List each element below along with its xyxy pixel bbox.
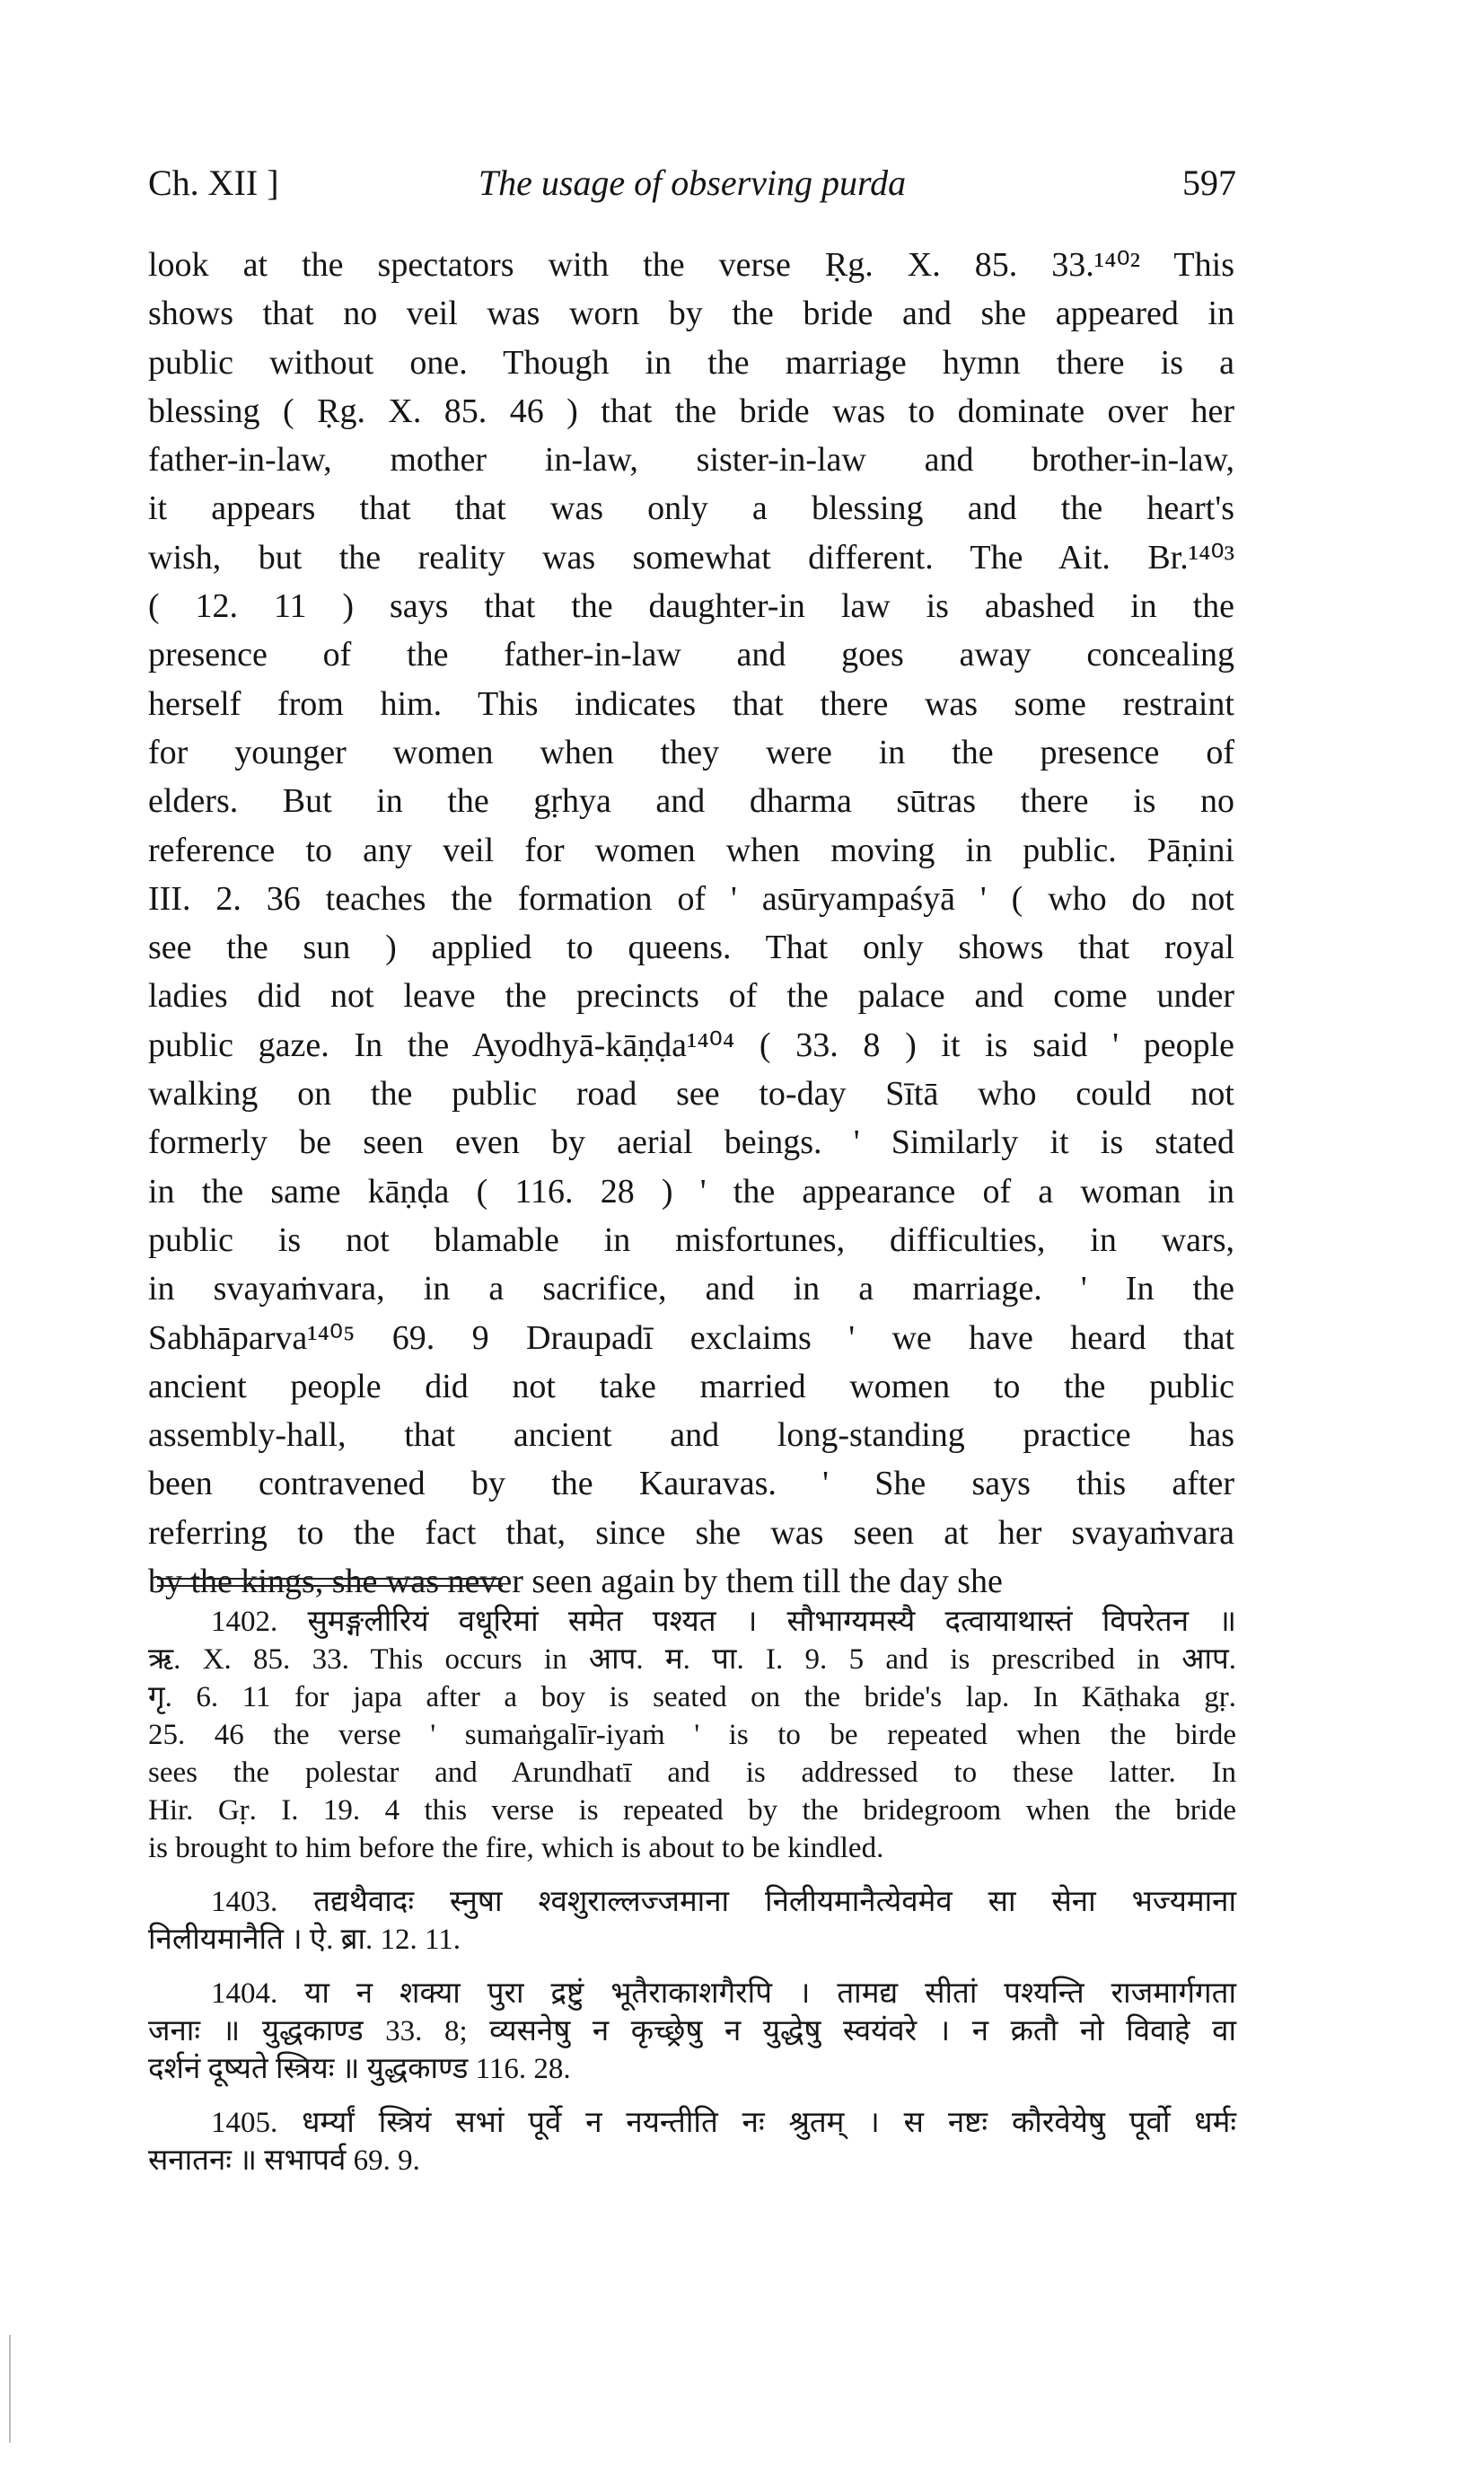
page-number: 597 — [1182, 163, 1236, 203]
text-line: father-in-law, mother in-law, sister-in-law and brother-in-law, — [148, 441, 1234, 480]
footnote-separator — [157, 1578, 503, 1580]
text-line: public without one. Though in the marriage hymn there is a — [148, 343, 1234, 382]
footnote-line: is brought to him before the fire, which is about to be kindled. — [148, 1832, 884, 1864]
main-text — [148, 241, 1234, 1606]
text-line: in svayaṁvara, in a sacrifice, and in a marriage. ' In the — [148, 1270, 1234, 1308]
footnote-line: ऋ. X. 85. 33. This occurs in आप. म. पा. I. 9. 5 and is prescribed in आप. — [148, 1643, 1236, 1676]
text-line: presence of the father-in-law and goes away concealing — [148, 636, 1234, 674]
text-line: reference to any veil for women when moving in public. Pāṇini — [148, 831, 1234, 869]
footnote-line: sees the polestar and Arundhatī and is addressed to these latter. In — [148, 1757, 1236, 1789]
footnote-line: 25. 46 the verse ' sumaṅgalīr-iyaṁ ' is to be repeated when the birde — [148, 1719, 1236, 1751]
text-line: it appears that that was only a blessing and the heart's — [148, 489, 1234, 528]
text-line: look at the spectators with the verse Ṛg. X. 85. 33.¹⁴⁰² This — [148, 246, 1234, 284]
text-line: formerly be seen even by aerial beings. ' Similarly it is stated — [148, 1123, 1234, 1162]
footnote-line: Hir. Gṛ. I. 19. 4 this verse is repeated by the bridegroom when the bride — [148, 1794, 1236, 1827]
footnote-line: गृ. 6. 11 for japa after a boy is seated on the bride's lap. In Kāṭhaka gṛ. — [148, 1681, 1236, 1713]
text-line: assembly-hall, that ancient and long-standing practice has — [148, 1416, 1234, 1455]
footnote-line: 1403. तद्यथैवादः स्नुषा श्वशुराल्लज्जमाना निलीयमानैत्येवमेव सा सेना भज्यमाना — [211, 1886, 1236, 1918]
footnote-line: जनाः ॥ युद्धकाण्ड 33. 8; व्यसनेषु न कृच्छ्रेषु न युद्धेषु स्वयंवरे । न क्रतौ नो विवाहे वा — [148, 2015, 1236, 2047]
text-line: in the same kāṇḍa ( 116. 28 ) ' the appearance of a woman in — [148, 1172, 1234, 1211]
text-line: for younger women when they were in the presence of — [148, 733, 1234, 771]
footnote-line: दर्शनं दूष्यते स्त्रियः ॥ युद्धकाण्ड 116. 28. — [148, 2053, 571, 2085]
text-line: Sabhāparva¹⁴⁰⁵ 69. 9 Draupadī exclaims ' we have heard that — [148, 1318, 1234, 1357]
footnote-line: 1404. या न शक्या पुरा द्रष्टुं भूतैराकाशगैरपि । तामद्य सीतां पश्यन्ति राजमार्गगता — [211, 1977, 1236, 2010]
text-line: referring to the fact that, since she was seen at her svayaṁvara — [148, 1513, 1234, 1552]
footnote-line: सनातनः ॥ सभापर्व 69. 9. — [148, 2144, 420, 2177]
footnote-separator — [157, 1585, 503, 1587]
text-line: ancient people did not take married women to the public — [148, 1367, 1234, 1405]
text-line: III. 2. 36 teaches the formation of ' asūryampaśyā ' ( who do not — [148, 879, 1234, 918]
text-line: shows that no veil was worn by the bride and she appeared in — [148, 295, 1234, 333]
footnotes — [148, 1603, 1236, 2179]
footnote-line: 1405. धर्म्यां स्त्रियं सभां पूर्वे न नयन्तीति नः श्रुतम् । स नष्टः कौरवेयेषु पूर्वो धर्मः — [211, 2107, 1236, 2139]
text-line: wish, but the reality was somewhat different. The Ait. Br.¹⁴⁰³ — [148, 538, 1234, 577]
running-header — [148, 162, 1236, 216]
text-line: been contravened by the Kauravas. ' She says this after — [148, 1465, 1234, 1503]
text-line: walking on the public road see to-day Sītā who could not — [148, 1075, 1234, 1114]
text-line: blessing ( Ṛg. X. 85. 46 ) that the bride was to dominate over her — [148, 392, 1234, 430]
text-line: ( 12. 11 ) says that the daughter-in law is abashed in the — [148, 587, 1234, 626]
text-line: elders. But in the gṛhya and dharma sūtras there is no — [148, 782, 1234, 821]
footnote-line: निलीयमानैति । ऐ. ब्रा. 12. 11. — [148, 1924, 461, 1956]
text-line: see the sun ) applied to queens. That only shows that royal — [148, 929, 1234, 967]
chapter-label: Ch. XII ] — [148, 163, 279, 203]
footnote-line: 1402. सुमङ्गलीरियं वधूरिमां समेत पश्यत । सौभाग्यमस्यै दत्वायाथास्तं विपरेतन ॥ — [211, 1606, 1236, 1638]
text-line: by the kings, she was never seen again by them till the day she — [148, 1563, 1003, 1601]
footnote-1402 — [148, 1603, 1236, 1867]
text-line: ladies did not leave the precincts of the palace and come under — [148, 977, 1234, 1016]
footnote-1405 — [148, 2104, 1236, 2179]
text-line: public gaze. In the Ayodhyā-kāṇḍa¹⁴⁰⁴ ( 33. 8 ) it is said ' people — [148, 1026, 1234, 1064]
scan-margin-mark — [9, 2335, 11, 2443]
text-line: herself from him. This indicates that there was some restraint — [148, 684, 1234, 723]
footnote-1404 — [148, 1975, 1236, 2088]
footnote-1403 — [148, 1883, 1236, 1959]
running-title: The usage of observing purda — [478, 163, 907, 203]
text-line: public is not blamable in misfortunes, difficulties, in wars, — [148, 1220, 1234, 1259]
